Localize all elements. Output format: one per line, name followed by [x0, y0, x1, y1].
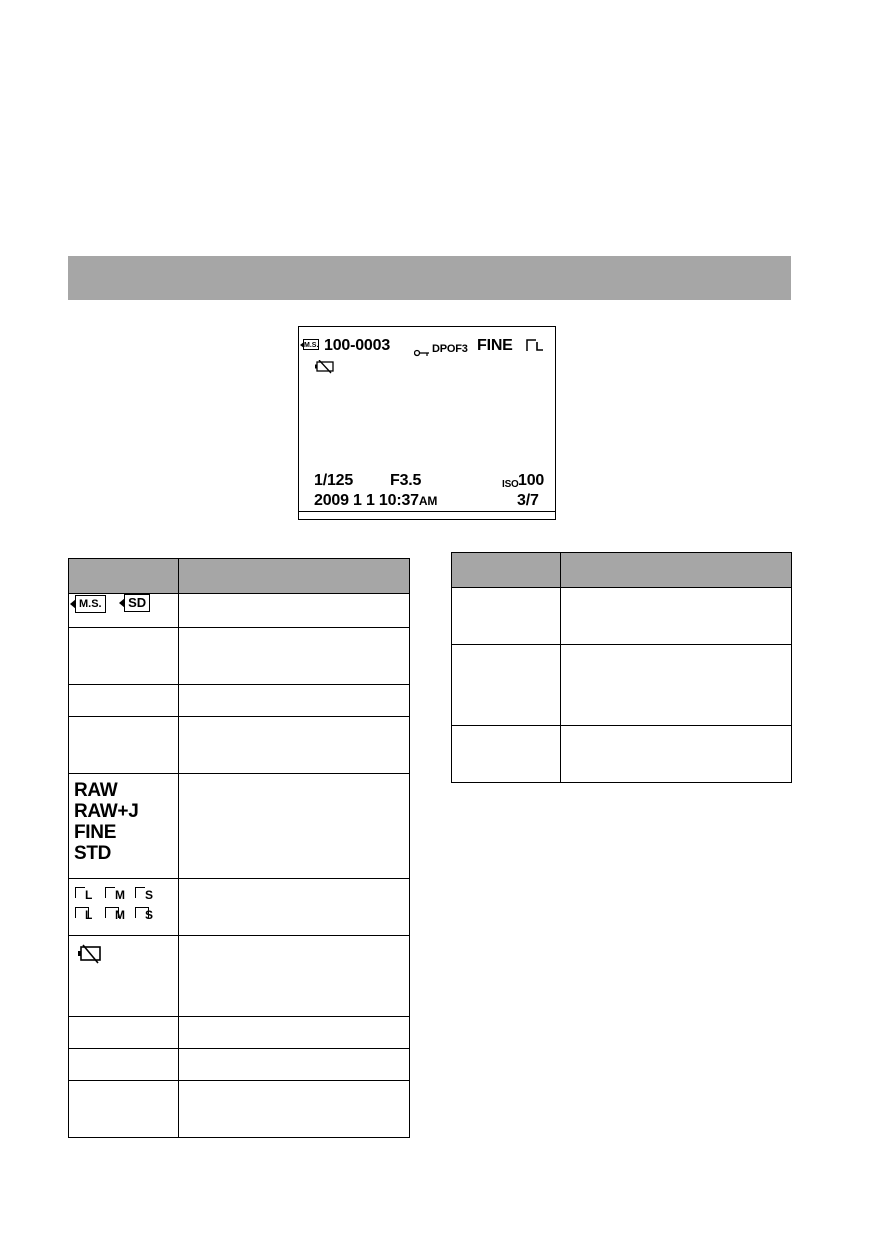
quality-raw: RAW [74, 780, 118, 801]
lcd-bottom-rule [299, 511, 555, 512]
row-empty-cell [69, 1049, 179, 1081]
quality-cell [69, 774, 179, 879]
row-empty-desc [179, 628, 410, 685]
row-empty-desc [561, 588, 792, 645]
row-empty-desc [179, 1049, 410, 1081]
file-number: 100-0003 [324, 337, 391, 354]
sd-card-icon: SD [124, 594, 150, 612]
battery-desc-cell [179, 936, 410, 1017]
quality-std: STD [74, 843, 112, 864]
section-header-bar [68, 256, 791, 300]
row-empty-desc [179, 717, 410, 774]
quality-fine: FINE [74, 822, 117, 843]
row-empty-desc [179, 685, 410, 717]
image-size-cell [69, 879, 179, 936]
header-display-column [452, 553, 561, 588]
row-empty-cell [452, 645, 561, 726]
no-battery-icon [314, 360, 334, 374]
iso-label: ISO [502, 479, 519, 490]
no-battery-icon [69, 936, 178, 969]
battery-cell [69, 936, 179, 1017]
key-icon [414, 344, 428, 350]
row-empty-cell [69, 717, 179, 774]
row-empty-desc [179, 1081, 410, 1138]
quality-desc-cell [179, 774, 410, 879]
image-size-m-icon: M [105, 887, 129, 901]
iso-value: 100 [518, 472, 545, 489]
memory-stick-icon: M.S. [303, 339, 319, 350]
quality-indicator: FINE [477, 337, 513, 354]
aperture-value: F3.5 [390, 472, 422, 489]
row-empty-cell [69, 1081, 179, 1138]
image-size-desc-cell [179, 879, 410, 936]
row-empty-cell [69, 628, 179, 685]
recording-date: 2009 1 1 10:37AM [314, 492, 438, 509]
left-indicator-table [68, 558, 410, 1138]
panorama-size-l-icon: L [75, 907, 99, 921]
image-size-l-icon: L [75, 887, 99, 901]
row-empty-desc [561, 645, 792, 726]
panorama-size-m-icon: M [105, 907, 129, 921]
media-icons-cell [69, 594, 179, 628]
file-counter: 3/7 [517, 492, 539, 509]
row-empty-desc [561, 726, 792, 783]
shutter-speed: 1/125 [314, 472, 354, 489]
row-empty-cell [452, 588, 561, 645]
header-indication-column [561, 553, 792, 588]
dpof-indicator: DPOF3 [432, 343, 468, 355]
row-empty-cell [69, 1017, 179, 1049]
image-size-icon [526, 338, 546, 352]
row-empty-cell [452, 726, 561, 783]
header-display-column [69, 559, 179, 594]
memory-stick-icon: M.S. [75, 595, 106, 613]
header-indication-column [179, 559, 410, 594]
quality-raw-j: RAW+J [74, 801, 139, 822]
image-size-s-icon: S [135, 887, 159, 901]
row-empty-desc [179, 1017, 410, 1049]
right-indicator-table [451, 552, 792, 783]
panorama-size-s-icon: S [135, 907, 159, 921]
lcd-playback-screen [298, 326, 556, 520]
row-empty-cell [69, 685, 179, 717]
media-desc-cell [179, 594, 410, 628]
